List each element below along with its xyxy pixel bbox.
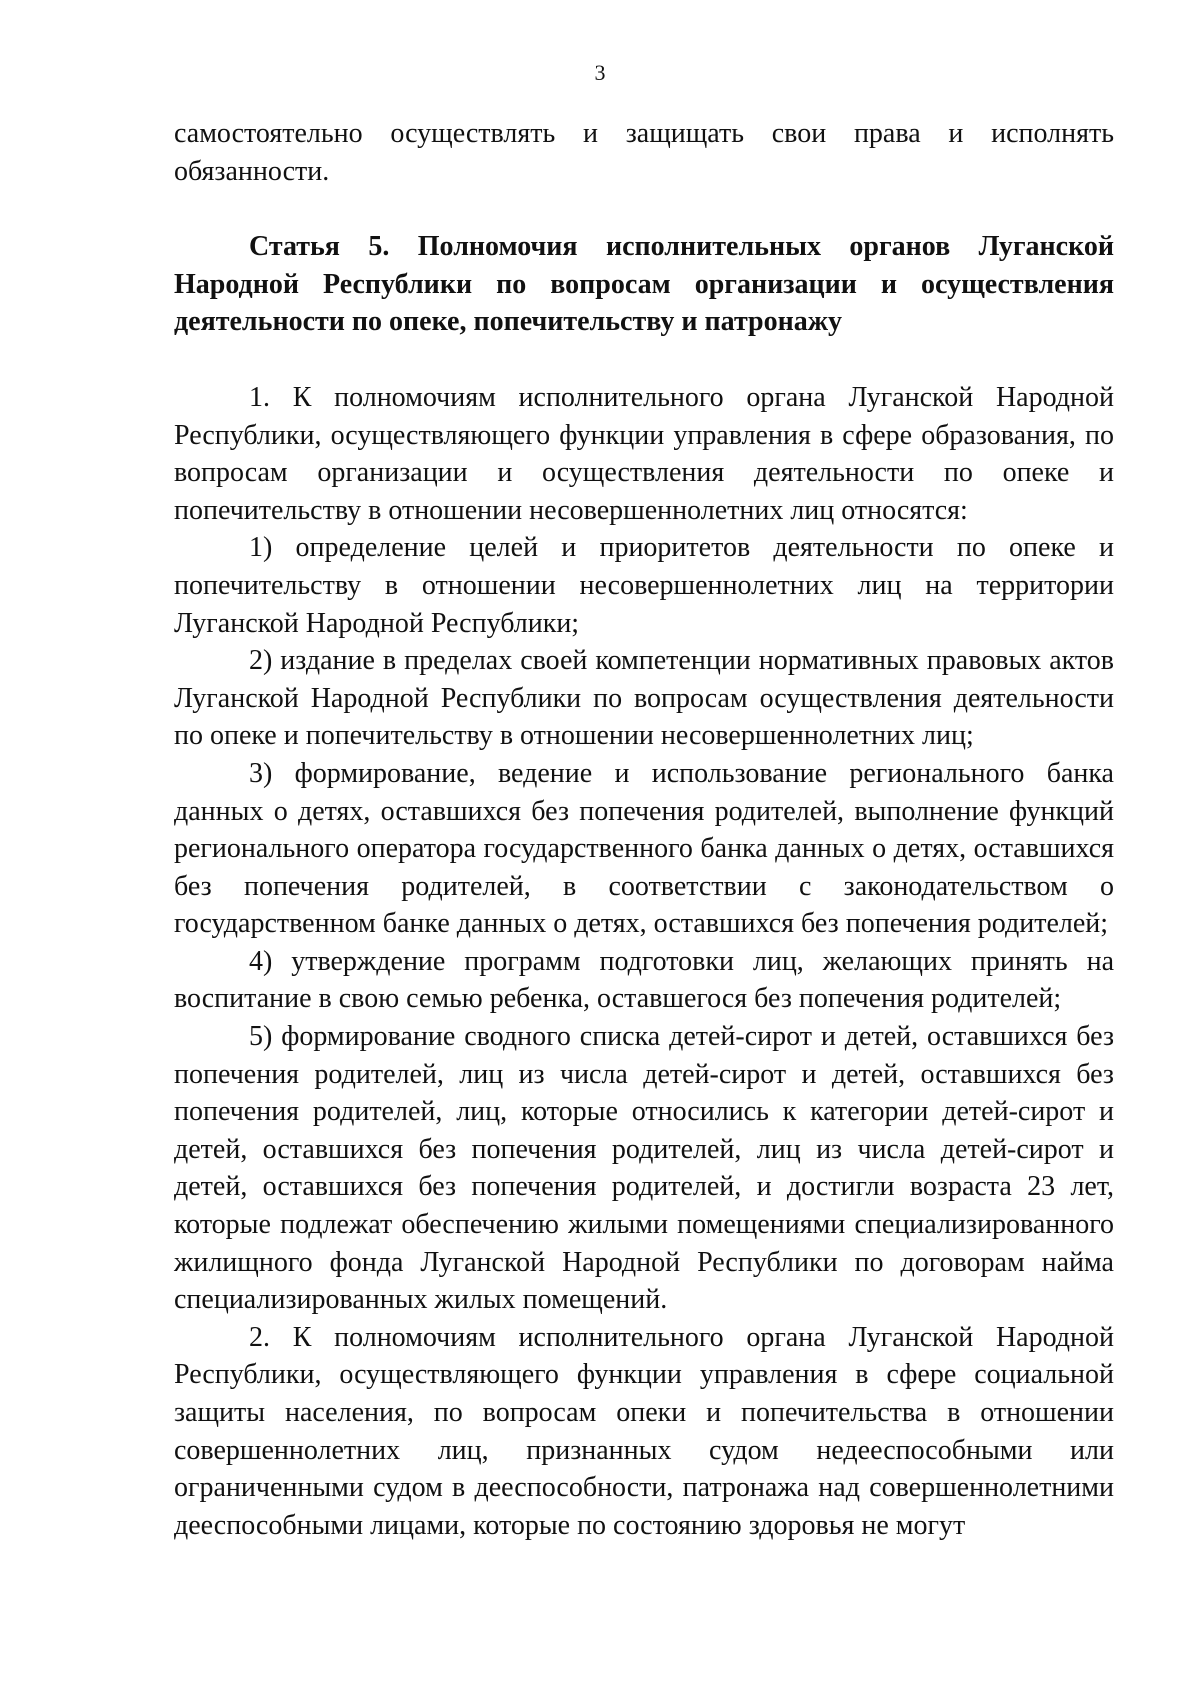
paragraph-item-5: 5) формирование сводного списка детей-сирот и детей, оставшихся без попечения родителей, лиц из числа детей-сирот и детей, оставшихся без попечения родителей, лиц, которые относились к категории детей-сирот и детей, оставшихся без попечения родителей, лиц из числа детей-сирот и детей, оставшихся без попечения родителей, и достигли возраста 23 лет, которые подлежат обеспечению жилыми помещениями специализированного жилищного фонда Луганской Народной Республики по договорам найма специализированных жилых помещений.: [174, 1021, 1114, 1316]
paragraph-clause-1: 1. К полномочиям исполнительного органа Луганской Народной Республики, осуществляющего функции управления в сфере образования, по вопросам организации и осуществления деятельности по опеке и попечительству в отношении несовершеннолетних лиц относятся:: [174, 381, 1114, 526]
paragraph-clause-2: 2. К полномочиям исполнительного органа Луганской Народной Республики, осуществляющего функции управления в сфере социальной защиты населения, по вопросам опеки и попечительства в отношении совершеннолетних лиц, признанных судом недееспособными или ограниченными судом в дееспособности, патронажа над совершеннолетними дееспособными лицами, которые по состоянию здоровья не могут: [174, 1321, 1114, 1541]
paragraph-item-3: 3) формирование, ведение и использование регионального банка данных о детях, оставшихся без попечения родителей, выполнение функций регионального оператора государственного банка данных о детях, оставшихся без попечения родителей, в соответствии с законодательством о государственном банке данных о детях, оставшихся без попечения родителей;: [174, 757, 1114, 940]
paragraph-item-4: 4) утверждение программ подготовки лиц, желающих принять на воспитание в свою семью ребенка, оставшегося без попечения родителей;: [174, 945, 1114, 1015]
paragraph-item-1: 1) определение целей и приоритетов деятельности по опеке и попечительству в отношении несовершеннолетних лиц на территории Луганской Народной Республики;: [174, 532, 1114, 639]
paragraph-item-2: 2) издание в пределах своей компетенции нормативных правовых актов Луганской Народной Республики по вопросам осуществления деятельности по опеке и попечительству в отношении несовершеннолетних лиц;: [174, 645, 1114, 752]
continuation-paragraph: самостоятельно осуществлять и защищать свои права и исполнять обязанности.: [174, 118, 1114, 187]
document-body: [174, 115, 1114, 1544]
article-heading: Статья 5. Полномочия исполнительных органов Луганской Народной Республики по вопросам организации и осуществления деятельности по опеке, попечительству и патронажу: [174, 231, 1114, 338]
page-number: 3: [594, 60, 606, 85]
